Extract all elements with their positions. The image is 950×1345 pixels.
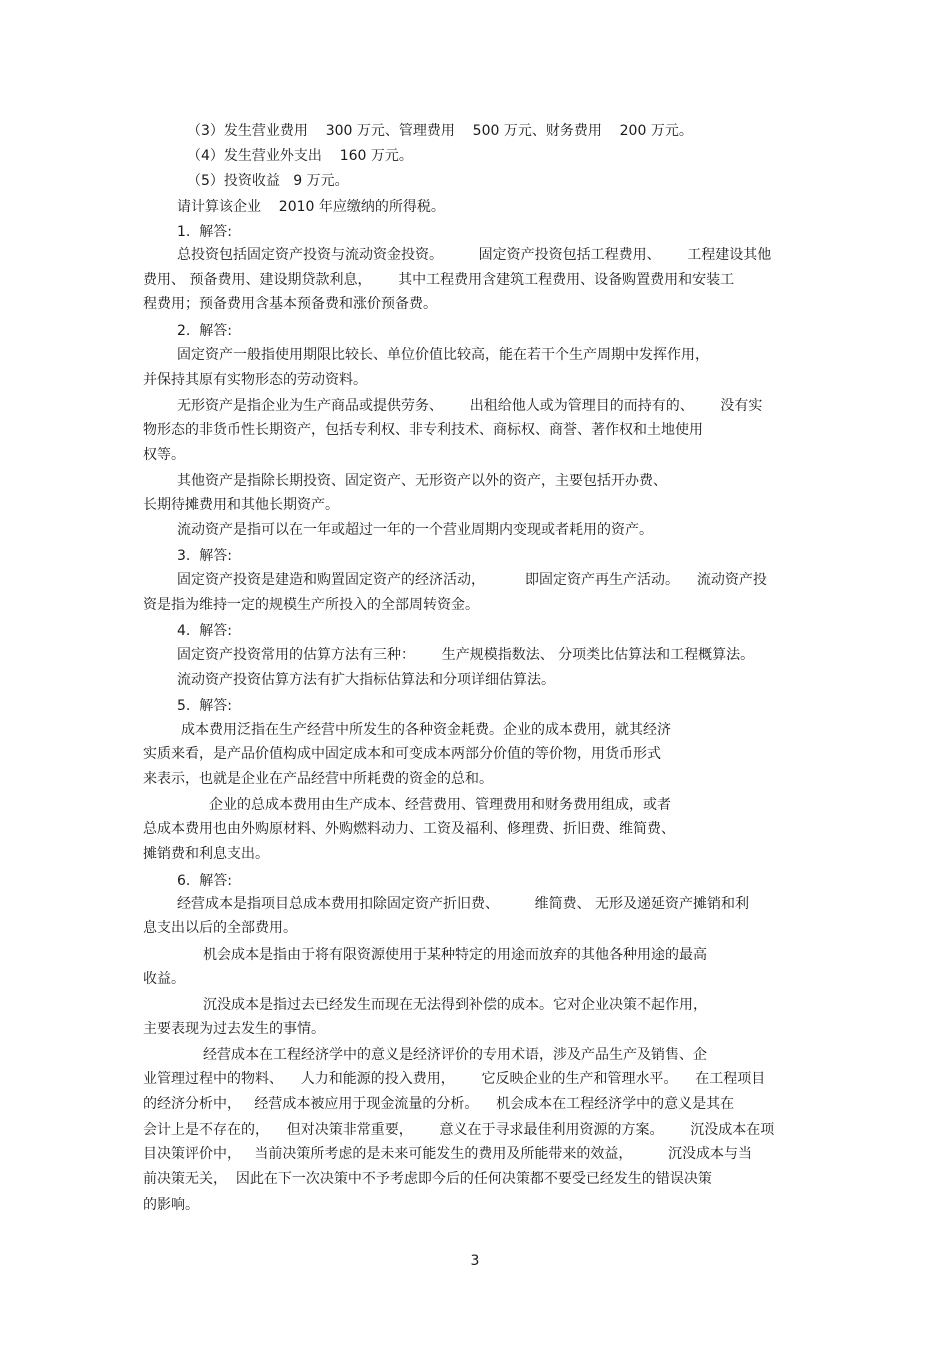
text-line: 息支出以后的全部费用。	[143, 920, 297, 936]
text-line: 机会成本是指由于将有限资源使用于某种特定的用途而放弃的其他各种用途的最高	[203, 947, 707, 963]
text-line: （3）发生营业费用 300 万元、管理费用 500 万元、财务费用 200 万元。	[187, 123, 693, 139]
text-line: 固定资产投资常用的估算方法有三种： 生产规模指数法、 分项类比估算法和工程概算法。	[177, 647, 755, 663]
text-line: 的影响。	[143, 1197, 199, 1213]
text-line: 3. 解答:	[177, 548, 232, 564]
text-line: 总成本费用也由外购原材料、外购燃料动力、工资及福利、修理费、折旧费、维简费、	[143, 821, 675, 837]
text-line: 目决策评价中， 当前决策所考虑的是未来可能发生的费用及所能带来的效益， 沉没成本与当	[143, 1146, 752, 1162]
text-line: 固定资产一般指使用期限比较长、单位价值比较高，能在若干个生产周期中发挥作用，	[177, 347, 709, 363]
text-line: 请计算该企业 2010 年应缴纳的所得税。	[177, 199, 445, 215]
text-line: 程费用；预备费用含基本预备费和涨价预备费。	[143, 296, 437, 312]
text-line: （4）发生营业外支出 160 万元。	[187, 148, 413, 164]
text-line: 长期待摊费用和其他长期资产。	[143, 497, 339, 513]
text-line: 成本费用泛指在生产经营中所发生的各种资金耗费。企业的成本费用，就其经济	[181, 722, 671, 738]
text-line: 企业的总成本费用由生产成本、经营费用、管理费用和财务费用组成，或者	[209, 797, 671, 813]
text-line: 经营成本在工程经济学中的意义是经济评价的专用术语，涉及产品生产及销售、企	[203, 1047, 707, 1063]
text-line: 5. 解答:	[177, 698, 232, 714]
text-line: 来表示，也就是企业在产品经营中所耗费的资金的总和。	[143, 771, 493, 787]
text-line: 固定资产投资是建造和购置固定资产的经济活动， 即固定资产再生产活动。 流动资产投	[177, 572, 767, 588]
text-line: 业管理过程中的物料、 人力和能源的投入费用， 它反映企业的生产和管理水平。 在工程项目	[143, 1071, 766, 1087]
text-line: 资是指为维持一定的规模生产所投入的全部周转资金。	[143, 597, 479, 613]
text-line: 沉没成本是指过去已经发生而现在无法得到补偿的成本。它对企业决策不起作用，	[203, 997, 707, 1013]
text-line: 1. 解答:	[177, 224, 232, 240]
text-line: 6. 解答:	[177, 873, 232, 889]
text-line: 其他资产是指除长期投资、固定资产、无形资产以外的资产，主要包括开办费、	[177, 473, 667, 489]
text-line: 经营成本是指项目总成本费用扣除固定资产折旧费、 维简费、 无形及递延资产摊销和利	[177, 896, 750, 912]
text-line: 4. 解答:	[177, 623, 232, 639]
text-line: 的经济分析中， 经营成本被应用于现金流量的分析。 机会成本在工程经济学中的意义是其在	[143, 1096, 735, 1112]
text-line: 收益。	[143, 971, 185, 987]
text-line: 无形资产是指企业为生产商品或提供劳务、 出租给他人或为管理目的而持有的、 没有实	[177, 398, 763, 414]
text-line: 摊销费和利息支出。	[143, 846, 269, 862]
text-line: 流动资产投资估算方法有扩大指标估算法和分项详细估算法。	[177, 672, 555, 688]
text-line: 物形态的非货币性长期资产，包括专利权、非专利技术、商标权、商誉、著作权和土地使用	[143, 422, 703, 438]
text-line: 费用、 预备费用、建设期贷款利息， 其中工程费用含建筑工程费用、设备购置费用和安装工	[143, 272, 735, 288]
text-line: （5）投资收益 9 万元。	[187, 173, 349, 189]
text-line: 会计上是不存在的， 但对决策非常重要， 意义在于寻求最佳利用资源的方案。 沉没成本在项	[143, 1122, 775, 1138]
page-number: 3	[470, 1253, 480, 1269]
text-line: 权等。	[143, 447, 185, 463]
text-line: 前决策无关， 因此在下一次决策中不予考虑即今后的任何决策都不要受已经发生的错误决策	[143, 1171, 712, 1187]
text-line: 并保持其原有实物形态的劳动资料。	[143, 372, 367, 388]
text-line: 实质来看，是产品价值构成中固定成本和可变成本两部分价值的等价物，用货币形式	[143, 746, 661, 762]
text-line: 主要表现为过去发生的事情。	[143, 1021, 325, 1037]
text-line: 总投资包括固定资产投资与流动资金投资。 固定资产投资包括工程费用、 工程建设其他	[177, 247, 772, 263]
text-line: 流动资产是指可以在一年或超过一年的一个营业周期内变现或者耗用的资产。	[177, 522, 653, 538]
text-line: 2. 解答:	[177, 323, 232, 339]
